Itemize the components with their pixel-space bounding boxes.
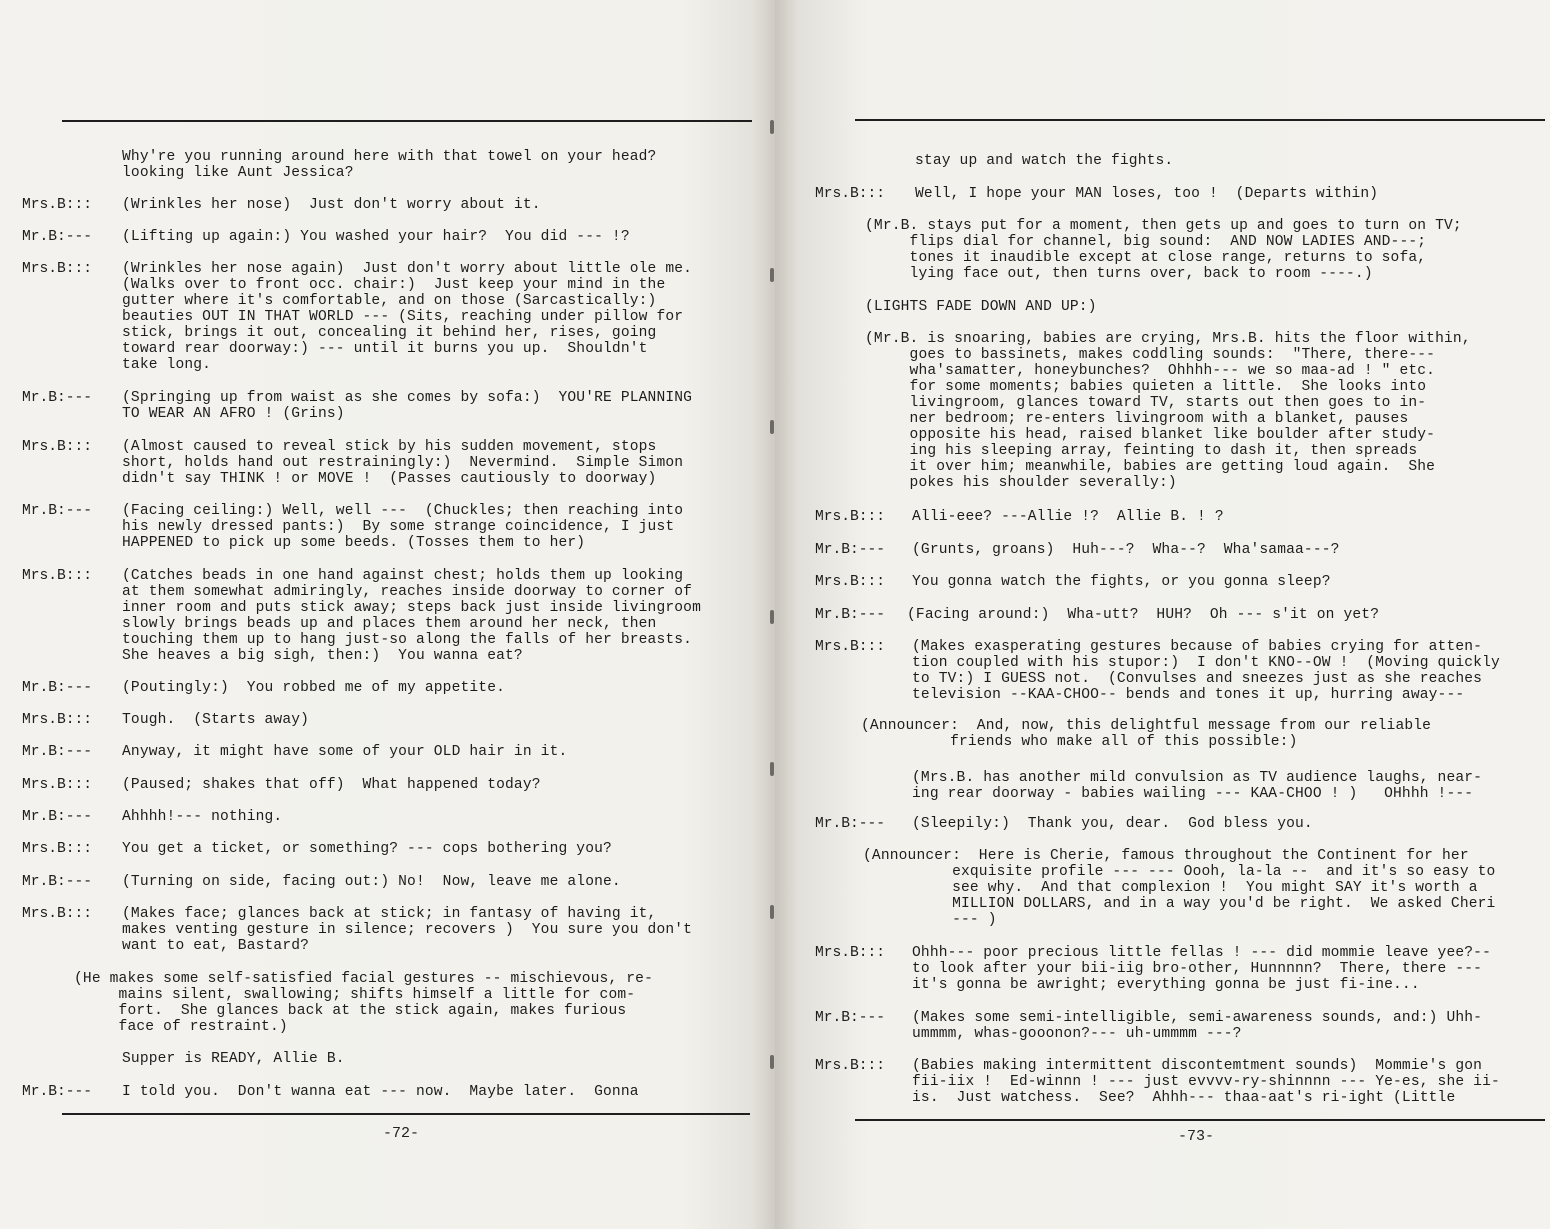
- script-line: Well, I hope your MAN loses, too ! (Departs within): [915, 186, 1379, 202]
- stage-direction: (Mr.B. stays put for a moment, then gets up and goes to turn on TV; flips dial for channel, big sound: AND NOW LADIES AND---; tones it inaudible except at close range, returns to sofa, lying face out, then turns over, back to room ----.): [865, 218, 1462, 282]
- script-line: You get a ticket, or something? --- cops bothering you?: [122, 841, 612, 857]
- script-line: (Poutingly:) You robbed me of my appetite.: [122, 680, 506, 696]
- script-line: I told you. Don't wanna eat --- now. Maybe later. Gonna: [122, 1084, 639, 1100]
- speaker-label: Mr.B:---: [815, 607, 886, 623]
- speaker-label: Mr.B:---: [22, 680, 93, 696]
- page-number: -72-: [383, 1125, 420, 1142]
- script-line: (Facing around:) Wha-utt? HUH? Oh --- s'it on yet?: [907, 607, 1380, 623]
- speaker-label: Mr.B:---: [22, 809, 93, 825]
- stage-direction: (Mrs.B. has another mild convulsion as TV audience laughs, near- ing rear doorway - babies wailing --- KAA-CHOO ! ) OHhhh !---: [912, 770, 1483, 802]
- right-page: [775, 0, 1550, 1229]
- script-line: (Turning on side, facing out:) No! Now, leave me alone.: [122, 874, 621, 890]
- speaker-label: Mrs.B:::: [22, 841, 93, 857]
- binding-stitch: [770, 905, 774, 919]
- speaker-label: Mr.B:---: [22, 503, 93, 519]
- speaker-label: Mrs.B:::: [22, 568, 93, 584]
- binding-stitch: [770, 120, 774, 134]
- bottom-rule: [62, 1113, 750, 1115]
- script-line: Ohhh--- poor precious little fellas ! --- did mommie leave yee?-- to look after your bii-iig bro-other, Hunnnnn? There, there --- it's gonna be awright; everything gonna be just fi-ine...: [912, 945, 1491, 993]
- script-line: Alli-eee? ---Allie !? Allie B. ! ?: [912, 509, 1224, 525]
- stage-direction: (He makes some self-satisfied facial gestures -- mischievous, re- mains silent, swallowing; shifts himself a little for com- fort. She glances back at the stick again, makes furious face of restraint.): [74, 971, 653, 1035]
- binding-stitch: [770, 762, 774, 776]
- speaker-label: Mr.B:---: [22, 390, 93, 406]
- speaker-label: Mrs.B:::: [815, 639, 886, 655]
- speaker-label: Mr.B:---: [815, 542, 886, 558]
- script-line: Ahhhh!--- nothing.: [122, 809, 283, 825]
- speaker-label: Mr.B:---: [815, 1010, 886, 1026]
- speaker-label: Mr.B:---: [22, 874, 93, 890]
- binding-stitch: [770, 268, 774, 282]
- script-line: Supper is READY, Allie B.: [122, 1051, 345, 1067]
- stage-direction: (Mr.B. is snoaring, babies are crying, Mrs.B. hits the floor within, goes to bassinets, makes coddling sounds: "There, there--- wha'samatter, honeybunches? Ohhhh--- we so maa-ad ! " etc. for some moments; babies quieten a little. She looks into livingroom, glances toward TV, starts out then goes to in- ner bedroom; re-enters livingroom with a blanket, pauses opposite his head, raised blanket like boulder after study- ing his sleeping array, feinting to dash it, then spreads it over him; meanwhile, babies are getting loud again. She pokes his shoulder severally:): [865, 331, 1471, 491]
- binding-stitch: [770, 1055, 774, 1069]
- script-line: (Babies making intermittent discontemtment sounds) Mommie's gon fii-iix ! Ed-winnn ! --- just evvvv-ry-shinnnn --- Ye-es, she ii- is. Just watchess. See? Ahhh--- thaa-aat's ri-ight (Little: [912, 1058, 1500, 1106]
- speaker-label: Mrs.B:::: [22, 712, 93, 728]
- page-number: -73-: [1178, 1128, 1215, 1145]
- script-line: (Springing up from waist as she comes by sofa:) YOU'RE PLANNING TO WEAR AN AFRO ! (Grins): [122, 390, 693, 422]
- stage-direction: (Announcer: Here is Cherie, famous throughout the Continent for her exquisite profile --- --- Oooh, la-la -- and it's so easy to see why. And that complexion ! You might SAY it's worth a MILLION DOLLARS, and in a way you'd be right. We asked Cheri --- ): [863, 848, 1496, 928]
- script-line: (Makes face; glances back at stick; in fantasy of having it, makes venting gesture in silence; recovers ) You sure you don't want to eat, Bastard?: [122, 906, 693, 954]
- script-line: stay up and watch the fights.: [915, 153, 1174, 169]
- stage-direction: (Announcer: And, now, this delightful message from our reliable friends who make all of this possible:): [861, 718, 1432, 750]
- script-line: Anyway, it might have some of your OLD hair in it.: [122, 744, 568, 760]
- script-line: (Catches beads in one hand against chest; holds them up looking at them somewhat admiringly, reaches inside doorway to corner of inner room and puts stick away; steps back just inside livingroom slowly brings beads up and places them around her neck, then touching them up to hang just-so along the falls of her breasts. She heaves a big sigh, then:) You wanna eat?: [122, 568, 701, 664]
- script-line: (Makes some semi-intelligible, semi-awareness sounds, and:) Uhh- ummmm, whas-gooonon?--- uh-ummmm ---?: [912, 1010, 1483, 1042]
- script-line: (Facing ceiling:) Well, well --- (Chuckles; then reaching into his newly dressed pants:) By some strange coincidence, I just HAPPENED to pick up some beeds. (Tosses them to her): [122, 503, 684, 551]
- speaker-label: Mrs.B:::: [815, 186, 886, 202]
- script-line: (Grunts, groans) Huh---? Wha--? Wha'samaa---?: [912, 542, 1340, 558]
- stage-direction: (LIGHTS FADE DOWN AND UP:): [865, 299, 1097, 315]
- speaker-label: Mrs.B:::: [815, 1058, 886, 1074]
- speaker-label: Mr.B:---: [22, 1084, 93, 1100]
- script-line: You gonna watch the fights, or you gonna sleep?: [912, 574, 1331, 590]
- script-line: (Wrinkles her nose) Just don't worry about it.: [122, 197, 541, 213]
- bottom-rule: [855, 1119, 1545, 1121]
- binding-stitch: [770, 420, 774, 434]
- script-line: (Wrinkles her nose again) Just don't worry about little ole me. (Walks over to front occ. chair:) Just keep your mind in the gutter where it's comfortable, and on those (Sarcastically:) beauties OUT IN THAT WORLD --- (Sits, reaching under pillow for stick, brings it out, concealing it behind her, rises, going toward rear doorway:) --- until it burns you up. Shouldn't take long.: [122, 261, 693, 373]
- speaker-label: Mrs.B:::: [22, 261, 93, 277]
- binding-stitch: [770, 610, 774, 624]
- top-rule: [855, 119, 1545, 121]
- speaker-label: Mr.B:---: [22, 229, 93, 245]
- speaker-label: Mrs.B:::: [22, 439, 93, 455]
- speaker-label: Mrs.B:::: [815, 945, 886, 961]
- speaker-label: Mr.B:---: [22, 744, 93, 760]
- script-line: Why're you running around here with that towel on your head? looking like Aunt Jessica?: [122, 149, 657, 181]
- speaker-label: Mrs.B:::: [22, 906, 93, 922]
- script-line: Tough. (Starts away): [122, 712, 310, 728]
- speaker-label: Mrs.B:::: [22, 197, 93, 213]
- speaker-label: Mrs.B:::: [815, 574, 886, 590]
- script-line: (Sleepily:) Thank you, dear. God bless you.: [912, 816, 1313, 832]
- speaker-label: Mrs.B:::: [22, 777, 93, 793]
- speaker-label: Mrs.B:::: [815, 509, 886, 525]
- script-line: (Lifting up again:) You washed your hair? You did --- !?: [122, 229, 630, 245]
- top-rule: [62, 120, 752, 122]
- script-line: (Paused; shakes that off) What happened today?: [122, 777, 541, 793]
- script-line: (Makes exasperating gestures because of babies crying for atten- tion coupled with his stupor:) I don't KNO--OW ! (Moving quickly to TV:) I GUESS not. (Convulses and sneezes just as she reaches television --KAA-CHOO-- bends and tones it up, hurring away---: [912, 639, 1500, 703]
- script-line: (Almost caused to reveal stick by his sudden movement, stops short, holds hand out restrainingly:) Nevermind. Simple Simon didn't say THINK ! or MOVE ! (Passes cautiously to doorway): [122, 439, 684, 487]
- speaker-label: Mr.B:---: [815, 816, 886, 832]
